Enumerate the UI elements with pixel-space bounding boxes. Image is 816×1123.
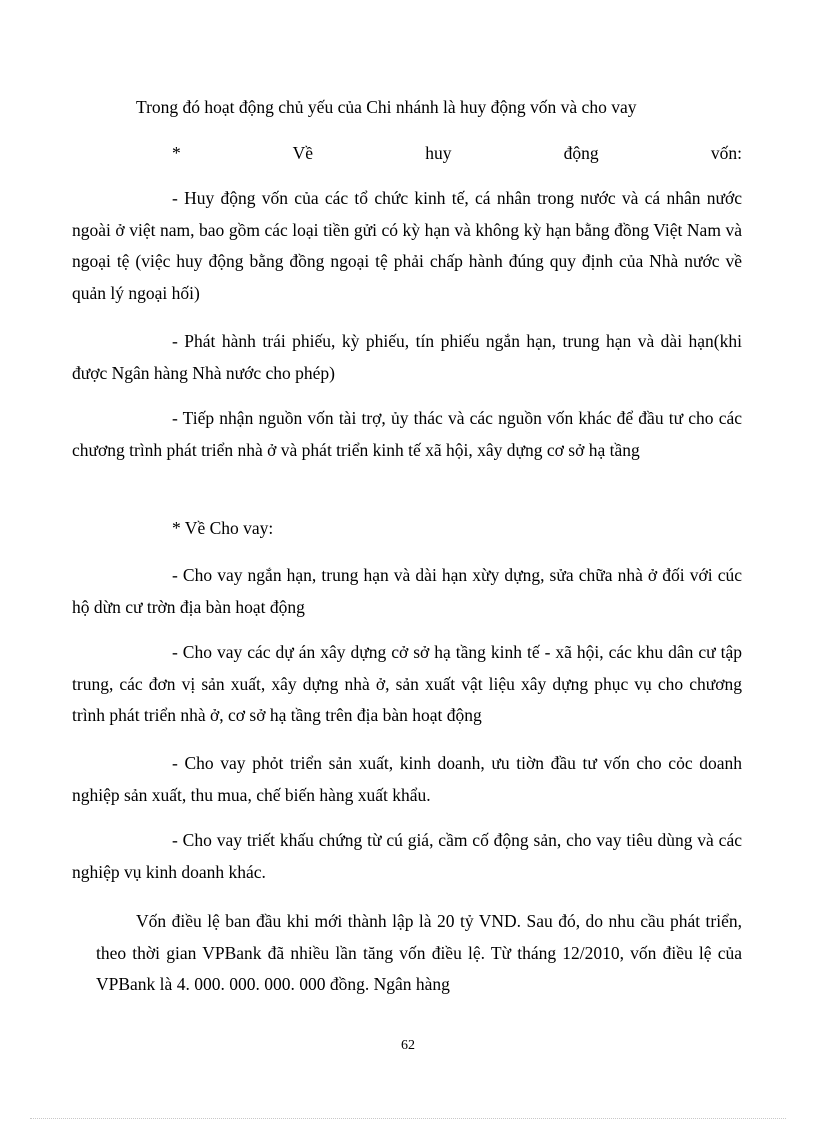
bullet-text: - Cho vay triết khấu chứng từ cú giá, cầm cố động sản, cho vay tiêu dùng và các nghiệp vụ kinh doanh khác. (72, 830, 742, 882)
bullet-text: - Cho vay các dự án xây dựng cở sở hạ tầng kinh tế - xã hội, các khu dân cư tập trung, các đơn vị sản xuất, xây dựng nhà ở, sản xuất vật liệu xây dựng phục vụ cho chương trình phát triển nhà ở, cơ sở hạ tầng trên địa bàn hoạt động (72, 642, 742, 725)
footer-divider (30, 1118, 786, 1119)
section-heading-capital-mobilization: * Về huy động vốn: (172, 143, 742, 163)
bullet-text: - Tiếp nhận nguồn vốn tài trợ, ủy thác và các nguồn vốn khác để đầu tư cho các chương trình phát triển nhà ở và phát triển kinh tế xã hội, xây dựng cơ sở hạ tầng (72, 408, 742, 460)
section-heading-lending: * Về Cho vay: (172, 518, 274, 538)
bullet-text: - Cho vay phỏt triển sản xuất, kinh doanh, ưu tiờn đầu tư vốn cho cỏc doanh nghiệp sản xuất, thu mua, chế biến hàng xuất khẩu. (72, 753, 742, 805)
page-number: 62 (401, 1038, 415, 1053)
intro-paragraph: Trong đó hoạt động chủ yếu của Chi nhánh là huy động vốn và cho vay (136, 97, 637, 117)
charter-capital-paragraph: Vốn điều lệ ban đầu khi mới thành lập là 20 tỷ VND. Sau đó, do nhu cầu phát triển, theo thời gian VPBank đã nhiều lần tăng vốn điều lệ. Từ tháng 12/2010, vốn điều lệ của VPBank là 4. 000. 000. 000. 000 đồng. Ngân hàng (96, 911, 742, 994)
bullet-text: - Huy động vốn của các tổ chức kinh tế, cá nhân trong nước và cá nhân nước ngoài ở việt nam, bao gồm các loại tiền gửi có kỳ hạn và không kỳ hạn bằng đồng Việt Nam và ngoại tệ (việc huy động bằng đồng ngoại tệ phải chấp hành đúng quy định của Nhà nước về quản lý ngoại hối) (72, 188, 742, 303)
bullet-text: - Cho vay ngắn hạn, trung hạn và dài hạn xừy dựng, sửa chữa nhà ở đối với cúc hộ dừn cư trờn địa bàn hoạt động (72, 565, 742, 617)
bullet-text: - Phát hành trái phiếu, kỳ phiếu, tín phiếu ngắn hạn, trung hạn và dài hạn(khi được Ngân hàng Nhà nước cho phép) (72, 331, 742, 383)
